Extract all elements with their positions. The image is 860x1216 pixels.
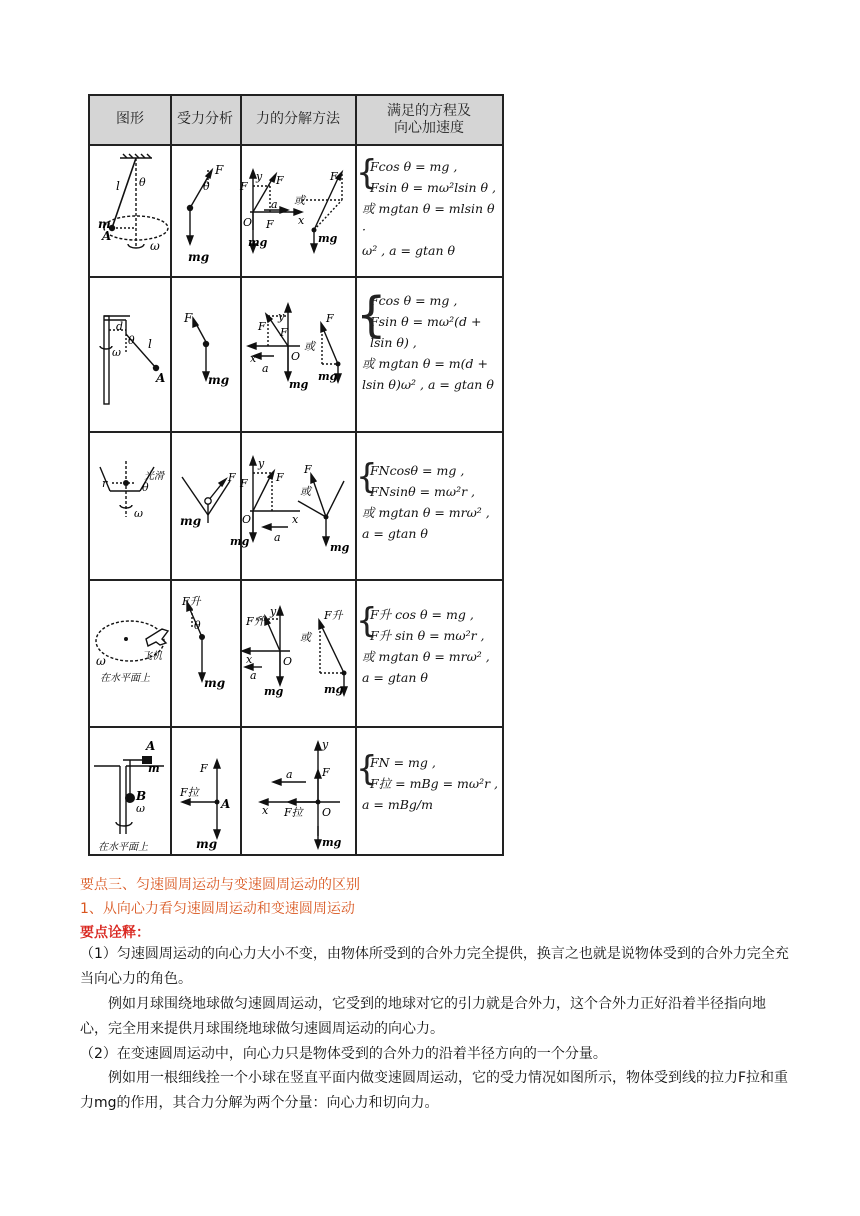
header-force-analysis: 受力分析 (170, 96, 240, 146)
svg-text:mg: mg (188, 250, 210, 264)
svg-text:ω: ω (136, 802, 145, 815)
svg-text:F: F (200, 762, 208, 775)
svg-text:x: x (262, 804, 269, 817)
svg-text:F: F (304, 463, 312, 476)
row4-equations: { F升 cos θ = mg , F升 sin θ = mω²r , 或 mgtan θ = mrω² , a = gtan θ (356, 601, 490, 685)
svg-text:或: 或 (294, 194, 305, 207)
row5-equations: { FN = mg , F拉 = mBg = mω²r , a = mBg/m (356, 749, 499, 812)
svg-text:m: m (98, 217, 111, 231)
svg-text:ω: ω (150, 239, 160, 253)
svg-text:O: O (291, 350, 301, 363)
header-equations: 满足的方程及 向心加速度 (356, 96, 502, 146)
svg-text:r: r (102, 477, 108, 490)
svg-text:mg: mg (196, 837, 218, 851)
row2-equations: { Fcos θ = mg , Fsin θ = mω²(d + lsin θ) , 或 mgtan θ = m(d + lsin θ)ω² , a = gtan θ (356, 287, 494, 392)
svg-text:O: O (322, 806, 332, 819)
svg-text:mg: mg (208, 373, 230, 387)
svg-text:ω: ω (112, 346, 121, 359)
svg-text:x: x (246, 653, 253, 666)
svg-text:a: a (262, 362, 269, 375)
svg-text:在水平面上: 在水平面上 (100, 673, 150, 684)
section-heading: 要点三、匀速圆周运动与变速圆周运动的区别 (80, 877, 360, 893)
svg-text:F: F (322, 766, 330, 779)
svg-text:ω: ω (134, 507, 143, 520)
row1-diagrams (90, 146, 356, 276)
svg-text:θ: θ (142, 481, 149, 494)
svg-text:y: y (278, 310, 285, 323)
svg-text:θ: θ (194, 619, 201, 632)
svg-text:O: O (283, 655, 293, 668)
svg-text:F升: F升 (246, 615, 265, 628)
svg-text:在水平面上: 在水平面上 (98, 842, 148, 853)
svg-text:x: x (292, 513, 299, 526)
header-figure: 图形 (90, 96, 170, 146)
svg-text:ω: ω (96, 654, 106, 668)
svg-text:a: a (286, 768, 293, 781)
svg-text:mg: mg (322, 836, 342, 849)
svg-text:mg: mg (230, 535, 250, 548)
row3-equations: { FNcosθ = mg , FNsinθ = mω²r , 或 mgtan θ = mrω² , a = gtan θ (356, 457, 490, 541)
svg-text:F: F (326, 312, 334, 325)
svg-text:A: A (156, 371, 166, 385)
svg-text:光滑: 光滑 (144, 471, 164, 482)
svg-text:F升: F升 (182, 595, 201, 608)
svg-text:y: y (256, 170, 263, 183)
svg-text:F: F (240, 180, 248, 193)
svg-text:飞机: 飞机 (142, 651, 162, 662)
svg-text:y: y (258, 457, 265, 470)
svg-text:mg: mg (289, 378, 309, 391)
row2-diagrams (90, 276, 356, 431)
header-decomposition: 力的分解方法 (240, 96, 356, 146)
svg-text:A: A (102, 229, 112, 243)
svg-text:mg: mg (180, 514, 202, 528)
svg-text:mg: mg (324, 683, 344, 696)
svg-text:mg: mg (318, 370, 338, 383)
svg-text:F: F (266, 218, 274, 231)
svg-text:A: A (221, 797, 231, 811)
svg-text:F: F (280, 326, 288, 339)
svg-text:θ: θ (203, 180, 210, 193)
svg-text:F: F (258, 320, 266, 333)
svg-text:F升: F升 (324, 609, 343, 622)
svg-text:θ: θ (128, 334, 135, 347)
svg-text:A: A (146, 739, 156, 753)
svg-text:mg: mg (330, 541, 350, 554)
svg-text:F: F (276, 471, 284, 484)
row4-diagrams (90, 579, 356, 726)
svg-text:O: O (243, 216, 253, 229)
paragraph-2: 例如月球围绕地球做匀速圆周运动，它受到的地球对它的引力就是合外力，这个合外力正好沿着半径指向地心，完全用来提供月球围绕地球做匀速圆周运动的向心力。 (80, 996, 766, 1037)
section-subheading: 1、从向心力看匀速圆周运动和变速圆周运动 (80, 901, 355, 917)
row5-diagrams (90, 726, 356, 856)
row1-equations: { Fcos θ = mg , Fsin θ = mω²lsin θ , 或 mgtan θ = mlsin θ · ω² , a = gtan θ (356, 153, 497, 258)
svg-text:或: 或 (300, 485, 311, 498)
svg-text:x: x (250, 352, 257, 365)
svg-text:mg: mg (264, 685, 284, 698)
paragraph-4: 例如用一根细线拴一个小球在竖直平面内做变速圆周运动，它的受力情况如图所示，物体受到线的拉力F拉和重力mg的作用，其合力分解为两个分量：向心力和切向力。 (80, 1070, 789, 1111)
svg-text:F拉: F拉 (284, 806, 303, 819)
svg-text:l: l (148, 337, 152, 351)
svg-text:a: a (271, 198, 278, 211)
svg-text:mg: mg (248, 236, 268, 249)
circular-motion-table (88, 94, 504, 856)
svg-text:y: y (322, 738, 329, 751)
svg-text:y: y (270, 605, 277, 618)
svg-text:F: F (276, 174, 284, 187)
svg-text:a: a (274, 531, 281, 544)
svg-text:B: B (136, 789, 147, 803)
svg-text:O: O (242, 513, 252, 526)
paragraph-1: （1）匀速圆周运动的向心力大小不变，由物体所受到的合外力完全提供，换言之也就是说物体受到的合外力完全充当向心力的角色。 (80, 946, 789, 987)
svg-text:θ: θ (139, 176, 146, 189)
svg-text:d: d (116, 320, 124, 333)
svg-text:F: F (184, 311, 193, 325)
svg-text:F: F (215, 163, 224, 177)
row3-diagrams (90, 431, 356, 579)
svg-text:mg: mg (204, 676, 226, 690)
svg-text:x: x (298, 214, 305, 227)
svg-text:F: F (330, 170, 338, 183)
svg-text:a: a (250, 669, 257, 682)
paragraph-3: （2）在变速圆周运动中，向心力只是物体受到的合外力的沿着半径方向的一个分量。 (80, 1046, 607, 1062)
svg-text:或: 或 (304, 340, 315, 353)
svg-text:或: 或 (300, 631, 311, 644)
key-points-label: 要点诠释： (80, 925, 150, 941)
svg-text:F: F (228, 471, 236, 484)
svg-text:l: l (116, 179, 120, 193)
svg-text:mg: mg (318, 232, 338, 245)
svg-text:F拉: F拉 (180, 786, 199, 799)
svg-text:m: m (148, 762, 160, 775)
svg-text:F: F (240, 477, 248, 490)
